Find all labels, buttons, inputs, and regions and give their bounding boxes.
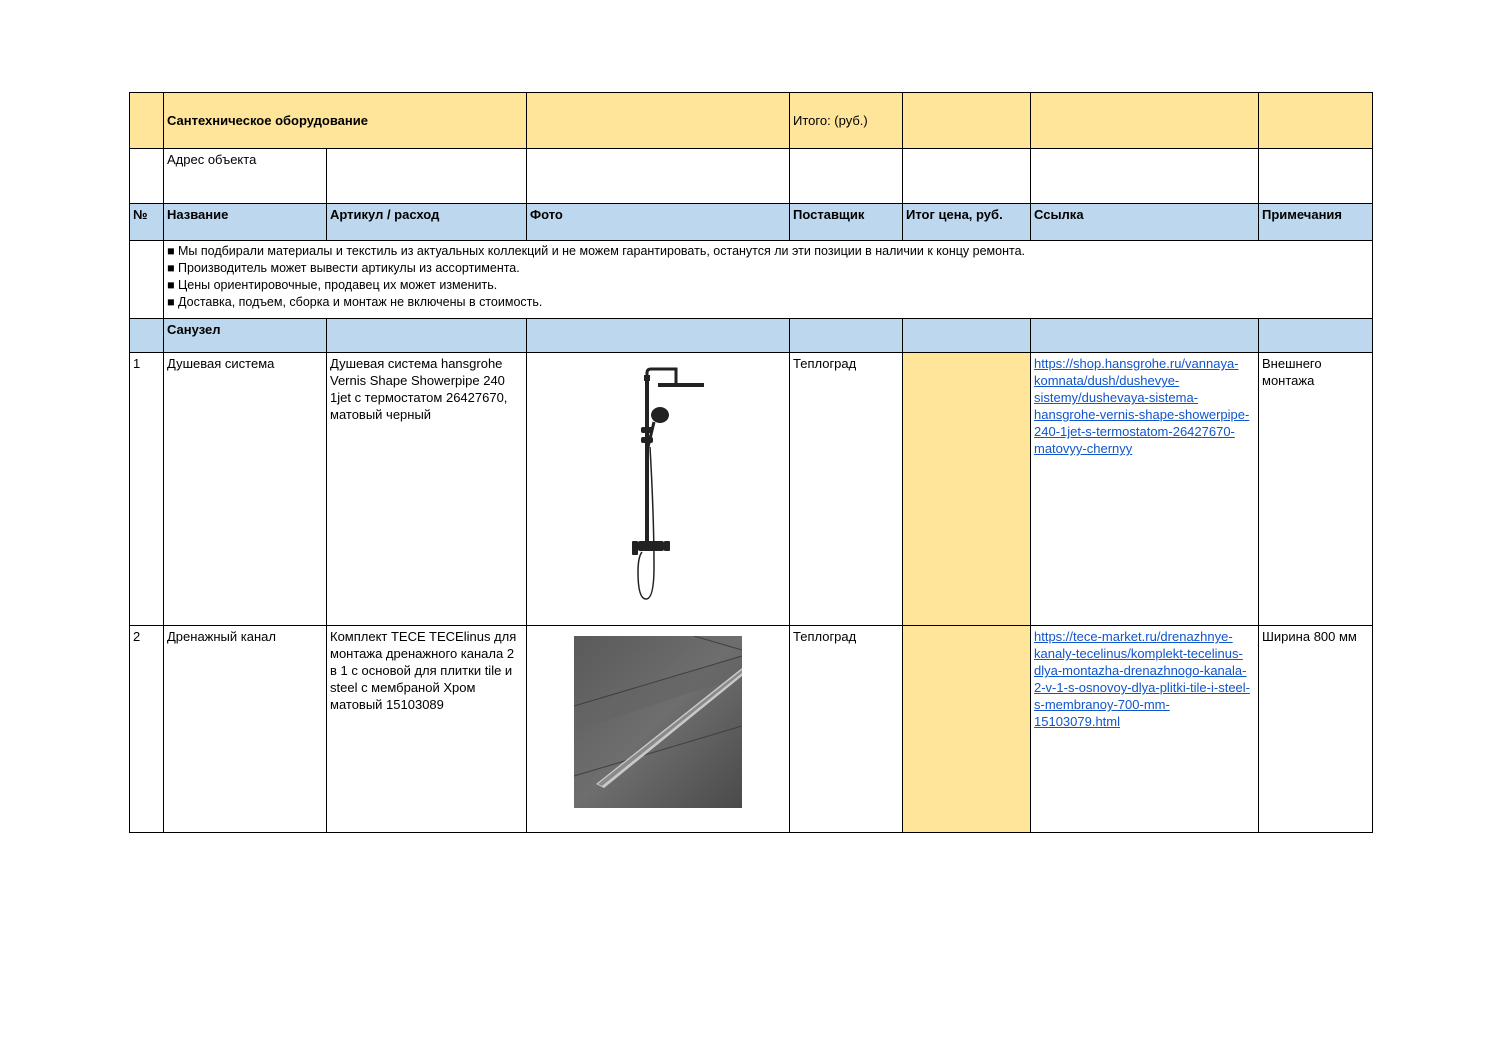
section-empty-cell [1031, 319, 1259, 353]
row-number: 1 [130, 353, 164, 626]
column-header-name: Название [164, 204, 327, 241]
address-row [130, 149, 1373, 204]
note-line: ■ Мы подбирали материалы и текстиль из актуальных коллекций и не можем гарантировать, останутся ли эти позиции в наличии к концу ремонта. [167, 244, 1026, 258]
title-spacer-cell [130, 93, 164, 149]
empty-cell [1259, 149, 1373, 204]
empty-cell [903, 149, 1031, 204]
column-header-price: Итог цена, руб. [903, 204, 1031, 241]
row-note: Внешнего монтажа [1259, 353, 1373, 626]
row-photo-drain [527, 626, 790, 833]
row-price[interactable] [903, 626, 1031, 833]
column-header-notes: Примечания [1259, 204, 1373, 241]
title-empty-cell [1259, 93, 1373, 149]
notes-spacer-cell [130, 241, 164, 319]
column-header-photo: Фото [527, 204, 790, 241]
address-spacer-cell [130, 149, 164, 204]
column-header-supplier: Поставщик [790, 204, 903, 241]
row-link-cell [1031, 626, 1259, 833]
spreadsheet-table [129, 92, 1373, 833]
row-number: 2 [130, 626, 164, 833]
address-label: Адрес объекта [164, 149, 327, 204]
row-article: Душевая система hansgrohe Vernis Shape Showerpipe 240 1jet с термостатом 26427670, матовый черный [327, 353, 527, 626]
section-empty-cell [1259, 319, 1373, 353]
section-empty-cell [327, 319, 527, 353]
section-row [130, 319, 1373, 353]
row-supplier: Теплоград [790, 626, 903, 833]
title-row [130, 93, 1373, 149]
row-article: Комплект TECE TECElinus для монтажа дренажного канала 2 в 1 с основой для плитки tile и steel с мембраной Хром матовый 15103089 [327, 626, 527, 833]
total-value-cell[interactable] [903, 93, 1031, 149]
notes-row [130, 241, 1373, 319]
row-link-cell [1031, 353, 1259, 626]
section-empty-cell [790, 319, 903, 353]
product-link[interactable]: https://shop.hansgrohe.ru/vannaya-komnata/dush/dushevye-sistemy/dushevaya-sistema-hansgrohe-vernis-shape-showerpipe-240-1jet-s-termostatom-26427670-matovyy-chernyy [1034, 356, 1250, 456]
row-price[interactable] [903, 353, 1031, 626]
empty-cell [527, 149, 790, 204]
title-empty-cell [1031, 93, 1259, 149]
row-name: Дренажный канал [164, 626, 327, 833]
disclaimer-notes [164, 241, 1373, 319]
column-header-row [130, 204, 1373, 241]
row-supplier: Теплоград [790, 353, 903, 626]
column-header-link: Ссылка [1031, 204, 1259, 241]
address-value-cell[interactable] [327, 149, 527, 204]
total-label: Итого: (руб.) [790, 93, 903, 149]
section-empty-cell [527, 319, 790, 353]
empty-cell [1031, 149, 1259, 204]
drain-channel-image [574, 636, 742, 808]
sheet-title: Сантехническое оборудование [164, 93, 527, 149]
note-line: ■ Цены ориентировочные, продавец их может изменить. [167, 278, 498, 292]
section-title: Санузел [164, 319, 327, 353]
section-spacer-cell [130, 319, 164, 353]
empty-cell [790, 149, 903, 204]
table-row [130, 353, 1373, 626]
section-empty-cell [903, 319, 1031, 353]
table-row [130, 626, 1373, 833]
column-header-num: № [130, 204, 164, 241]
note-line: ■ Доставка, подъем, сборка и монтаж не включены в стоимость. [167, 295, 543, 309]
shower-system-image [608, 367, 708, 607]
row-name: Душевая система [164, 353, 327, 626]
note-line: ■ Производитель может вывести артикулы из ассортимента. [167, 261, 520, 275]
row-photo-shower [527, 353, 790, 626]
row-note: Ширина 800 мм [1259, 626, 1373, 833]
product-link[interactable]: https://tece-market.ru/drenazhnye-kanaly-tecelinus/komplekt-tecelinus-dlya-montazha-drenazhnogo-kanala-2-v-1-s-osnovoy-dlya-plitki-tile-i-steel-s-membranoy-700-mm-15103079.html [1034, 629, 1250, 729]
title-empty-cell [527, 93, 790, 149]
column-header-article: Артикул / расход [327, 204, 527, 241]
